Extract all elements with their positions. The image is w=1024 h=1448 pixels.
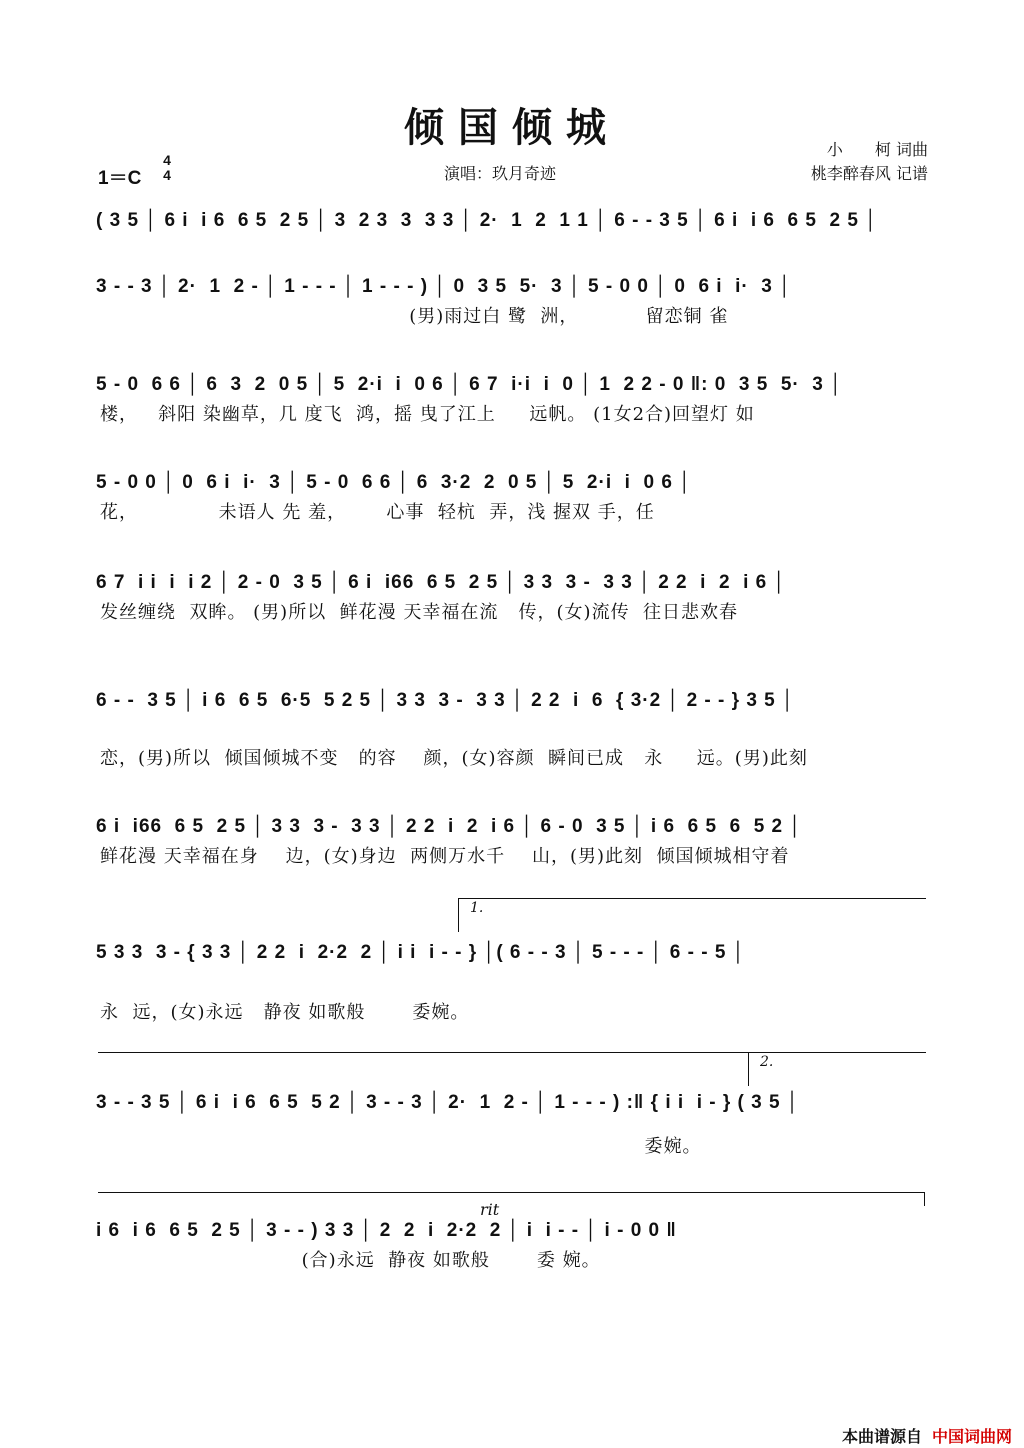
score-row-10 xyxy=(96,1214,930,1274)
ending-1-bracket xyxy=(458,898,926,899)
lyric-line: 永 远，(女)永远 静夜 如歌般 委婉。 xyxy=(100,1002,470,1023)
lyric-line: 楼， 斜阳 染幽草，几 度飞 鸿，摇 曳了江上 远帆。 (1女2合)回望灯 如 xyxy=(100,404,755,425)
ending-2-number: 2. xyxy=(760,1054,774,1070)
ending-2-end-tick xyxy=(924,1192,925,1206)
score-row-7 xyxy=(96,810,930,870)
song-title: 倾国倾城 xyxy=(404,104,620,151)
notes-line: 6 - - 3 5 │ i 6 6 5 6·5 5 2 5 │ 3 3 3 - 3 3 │ 2 2 i 6 { 3·2 │ 2 - - } 3 5 │ xyxy=(96,690,795,711)
notes-line: 5 - 0 6 6 │ 6 3 2 0 5 │ 5 2·i i 0 6 │ 6 7 i·i i 0 │ 1 2 2 - 0 ‖: 0 3 5 5· 3 │ xyxy=(96,374,844,395)
notes-line: ( 3 5 │ 6 i i 6 6 5 2 5 │ 3 2 3 3 3 3 │ 2· 1 2 1 1 │ 6 - - 3 5 │ 6 i i 6 6 5 2 5 │ xyxy=(96,210,879,231)
lyric-line: 鲜花漫 天幸福在身 边，(女)身边 两侧万水千 山，(男)此刻 倾国倾城相守着 xyxy=(100,846,790,867)
notes-line: 6 7 i i i i 2 │ 2 - 0 3 5 │ 6 i i66 6 5 2 5 │ 3 3 3 - 3 3 │ 2 2 i 2 i 6 │ xyxy=(96,572,787,593)
key-signature: 1＝C xyxy=(98,168,142,189)
meter-top: 4 xyxy=(163,152,171,168)
credit-transcriber: 桃李醉春风 记谱 xyxy=(810,164,928,183)
lyric-line: 委婉。 xyxy=(100,1136,702,1157)
credits xyxy=(811,138,928,186)
credit-lyrics: 小 柯 词曲 xyxy=(826,140,928,159)
source-site-link[interactable]: 中国词曲网 xyxy=(931,1427,1012,1446)
ending-2-tick xyxy=(748,1052,749,1086)
ending-1-bracket-continued xyxy=(98,1052,926,1053)
time-signature xyxy=(158,153,176,183)
lyric-line: (合)永远 静夜 如歌般 委 婉。 xyxy=(100,1250,601,1271)
score-row-5 xyxy=(96,566,930,626)
score-row-9 xyxy=(96,1086,930,1160)
meter-bottom: 4 xyxy=(163,167,171,183)
notes-line: 3 - - 3 5 │ 6 i i 6 6 5 5 2 │ 3 - - 3 │ 2· 1 2 - │ 1 - - - ) :‖ { i i i - } ( 3 5 │ xyxy=(96,1092,800,1113)
ending-2-bracket-continued xyxy=(98,1192,924,1193)
notes-line: 3 - - 3 │ 2· 1 2 - │ 1 - - - │ 1 - - - ) │ 0 3 5 5· 3 │ 5 - 0 0 │ 0 6 i i· 3 │ xyxy=(96,276,793,297)
notes-line: 6 i i66 6 5 2 5 │ 3 3 3 - 3 3 │ 2 2 i 2 i 6 │ 6 - 0 3 5 │ i 6 6 5 6 5 2 │ xyxy=(96,816,803,837)
score-row-1 xyxy=(96,204,930,264)
score-row-2 xyxy=(96,270,930,330)
source-footer xyxy=(842,1424,1012,1447)
source-label: 本曲谱源自 xyxy=(841,1427,922,1446)
notes-line: i 6 i 6 6 5 2 5 │ 3 - - ) 3 3 │ 2 2 i 2·2 2 │ i i - - │ i - 0 0 ‖ xyxy=(96,1220,677,1241)
notes-line: 5 3 3 3 - { 3 3 │ 2 2 i 2·2 2 │ i i i - - } │( 6 - - 3 │ 5 - - - │ 6 - - 5 │ xyxy=(96,942,746,963)
score-row-8 xyxy=(96,936,930,1026)
lyric-line xyxy=(96,238,930,264)
score-row-3 xyxy=(96,368,930,428)
lyric-line: 恋，(男)所以 倾国倾城不变 的容 颜，(女)容颜 瞬间已成 永 远。(男)此刻 xyxy=(100,748,808,769)
singer-credit: 演唱：玖月奇迹 xyxy=(444,164,557,183)
ritardando-marking: rit xyxy=(480,1200,500,1219)
score-row-6 xyxy=(96,684,930,772)
lyric-line: 发丝缠绕 双眸。 (男)所以 鲜花漫 天幸福在流 传，(女)流传 往日悲欢春 xyxy=(100,602,739,623)
lyric-line: (男)雨过白 鹭 洲， 留恋铜 雀 xyxy=(100,306,729,327)
ending-1-number: 1. xyxy=(470,900,484,916)
lyric-line: 花， 未语人 先 羞， 心事 轻杭 弄，浅 握双 手，任 xyxy=(100,502,655,523)
notes-line: 5 - 0 0 │ 0 6 i i· 3 │ 5 - 0 6 6 │ 6 3·2 2 0 5 │ 5 2·i i 0 6 │ xyxy=(96,472,693,493)
ending-1-tick xyxy=(458,898,459,932)
score-row-4 xyxy=(96,466,930,526)
